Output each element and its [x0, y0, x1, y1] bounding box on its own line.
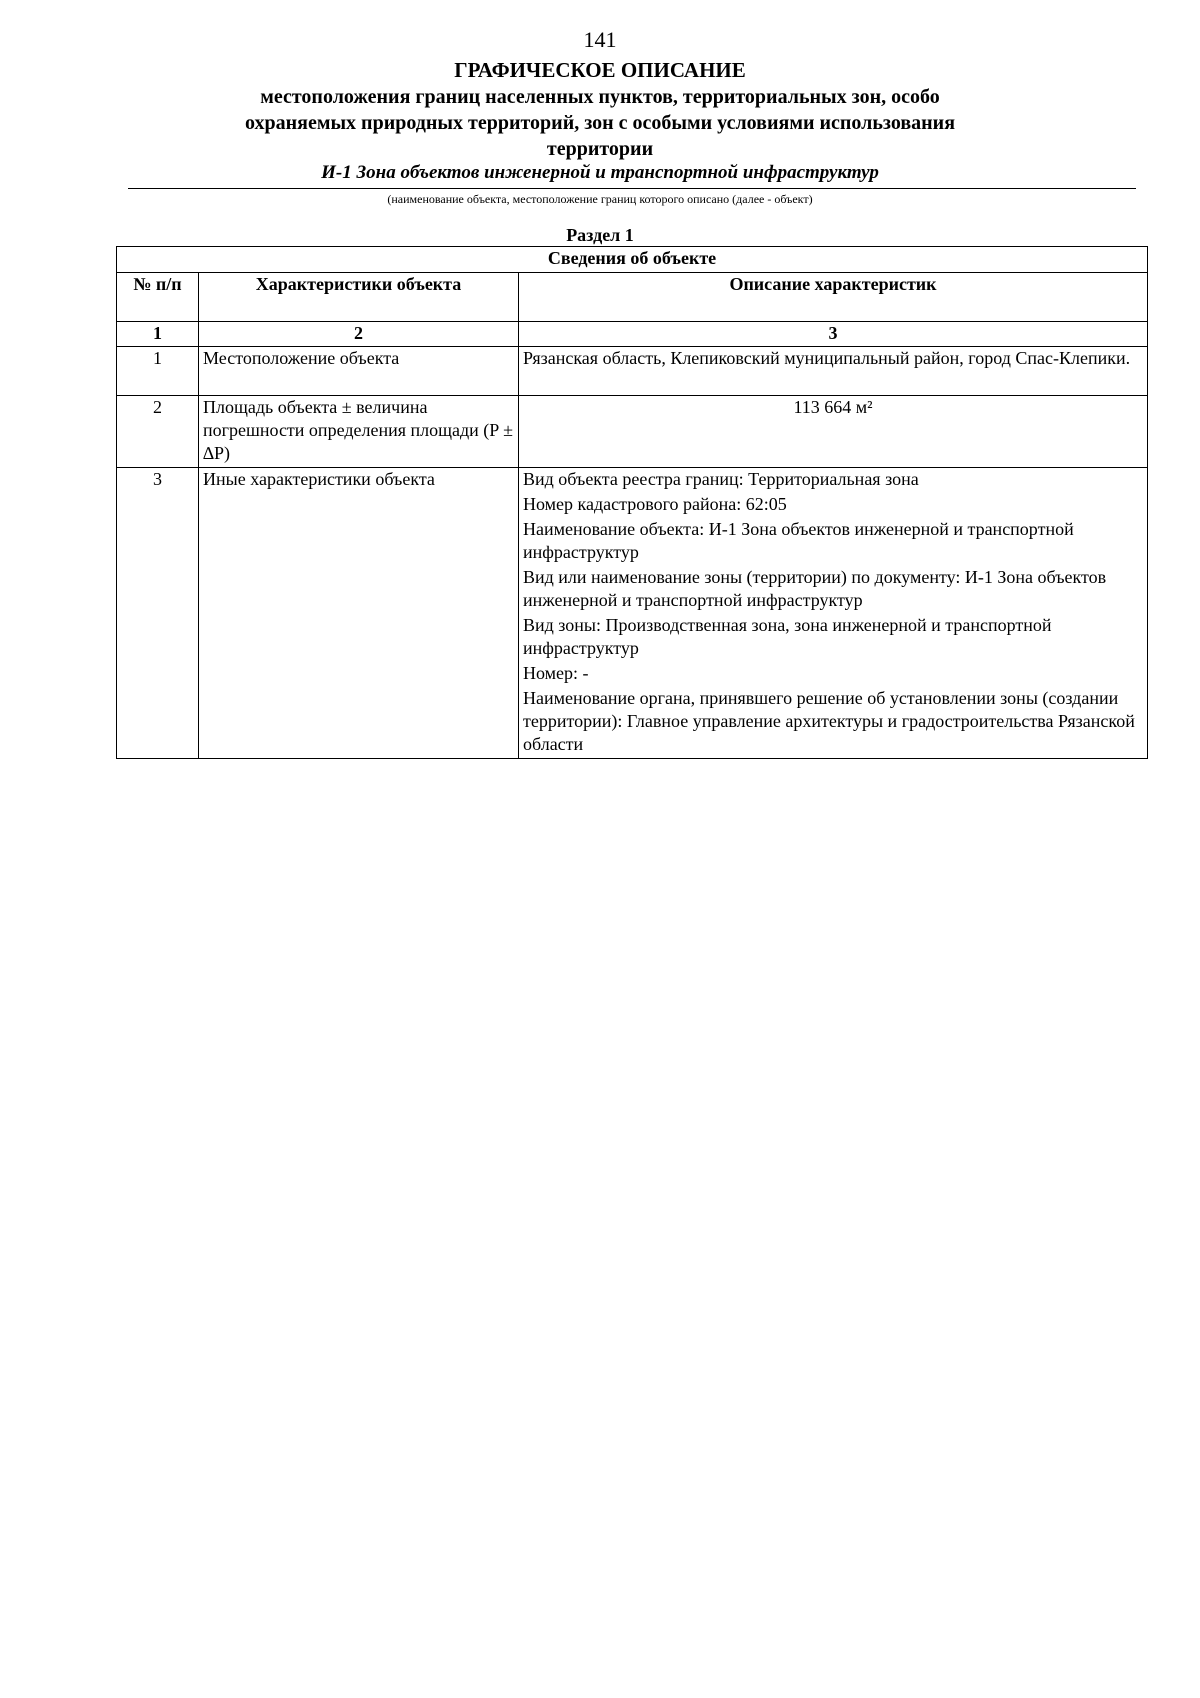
description-line: Наименование объекта: И-1 Зона объектов инженерной и транспортной инфраструктур: [523, 519, 1074, 562]
row-number: 3: [117, 468, 199, 759]
column-number: 1: [117, 322, 199, 347]
table-row: [117, 347, 1148, 396]
object-caption: (наименование объекта, местоположение границ которого описано (далее - объект): [387, 192, 813, 206]
column-number: 2: [199, 322, 519, 347]
section-title: Раздел 1: [566, 225, 634, 245]
description-line: Вид зоны: Производственная зона, зона инженерной и транспортной инфраструктур: [523, 615, 1052, 658]
object-name-underline: [128, 188, 1136, 189]
description-line: Номер: -: [523, 663, 589, 683]
table-header-row: [117, 273, 1148, 322]
row-description: 113 664 м²: [519, 396, 1148, 468]
column-number: 3: [519, 322, 1148, 347]
row-description: [519, 468, 1148, 759]
object-info-table: [116, 246, 1148, 759]
column-number-row: [117, 322, 1148, 347]
row-number: 1: [117, 347, 199, 396]
header-characteristic: Характеристики объекта: [199, 273, 519, 322]
page-number: 141: [583, 27, 617, 52]
table-row: [117, 396, 1148, 468]
table-row: [117, 468, 1148, 759]
document-subtitle: местоположения границ населенных пунктов, территориальных зон, особо охраняемых природных территорий, зон с особыми условиями использования территории: [244, 86, 956, 160]
document-title: ГРАФИЧЕСКОЕ ОПИСАНИЕ: [454, 58, 746, 82]
table-caption-row: [117, 247, 1148, 273]
header-num: № п/п: [117, 273, 199, 322]
header-description: Описание характеристик: [519, 273, 1148, 322]
row-characteristic: Местоположение объекта: [199, 347, 519, 396]
row-characteristic: Иные характеристики объекта: [199, 468, 519, 759]
row-description: Рязанская область, Клепиковский муниципальный район, город Спас-Клепики.: [519, 347, 1148, 396]
object-name: И-1 Зона объектов инженерной и транспортной инфраструктур: [321, 162, 879, 183]
row-characteristic: Площадь объекта ± величина погрешности определения площади (P ± ∆P): [199, 396, 519, 468]
description-line: Вид объекта реестра границ: Территориальная зона: [523, 469, 919, 489]
description-line: Номер кадастрового района: 62:05: [523, 494, 787, 514]
row-number: 2: [117, 396, 199, 468]
description-line: Наименование органа, принявшего решение об установлении зоны (создании территории): Главное управление архитектуры и градостроительства Рязанской области: [523, 688, 1135, 754]
table-caption: Сведения об объекте: [117, 247, 1148, 273]
description-line: Вид или наименование зоны (территории) по документу: И-1 Зона объектов инженерной и транспортной инфраструктур: [523, 567, 1107, 610]
